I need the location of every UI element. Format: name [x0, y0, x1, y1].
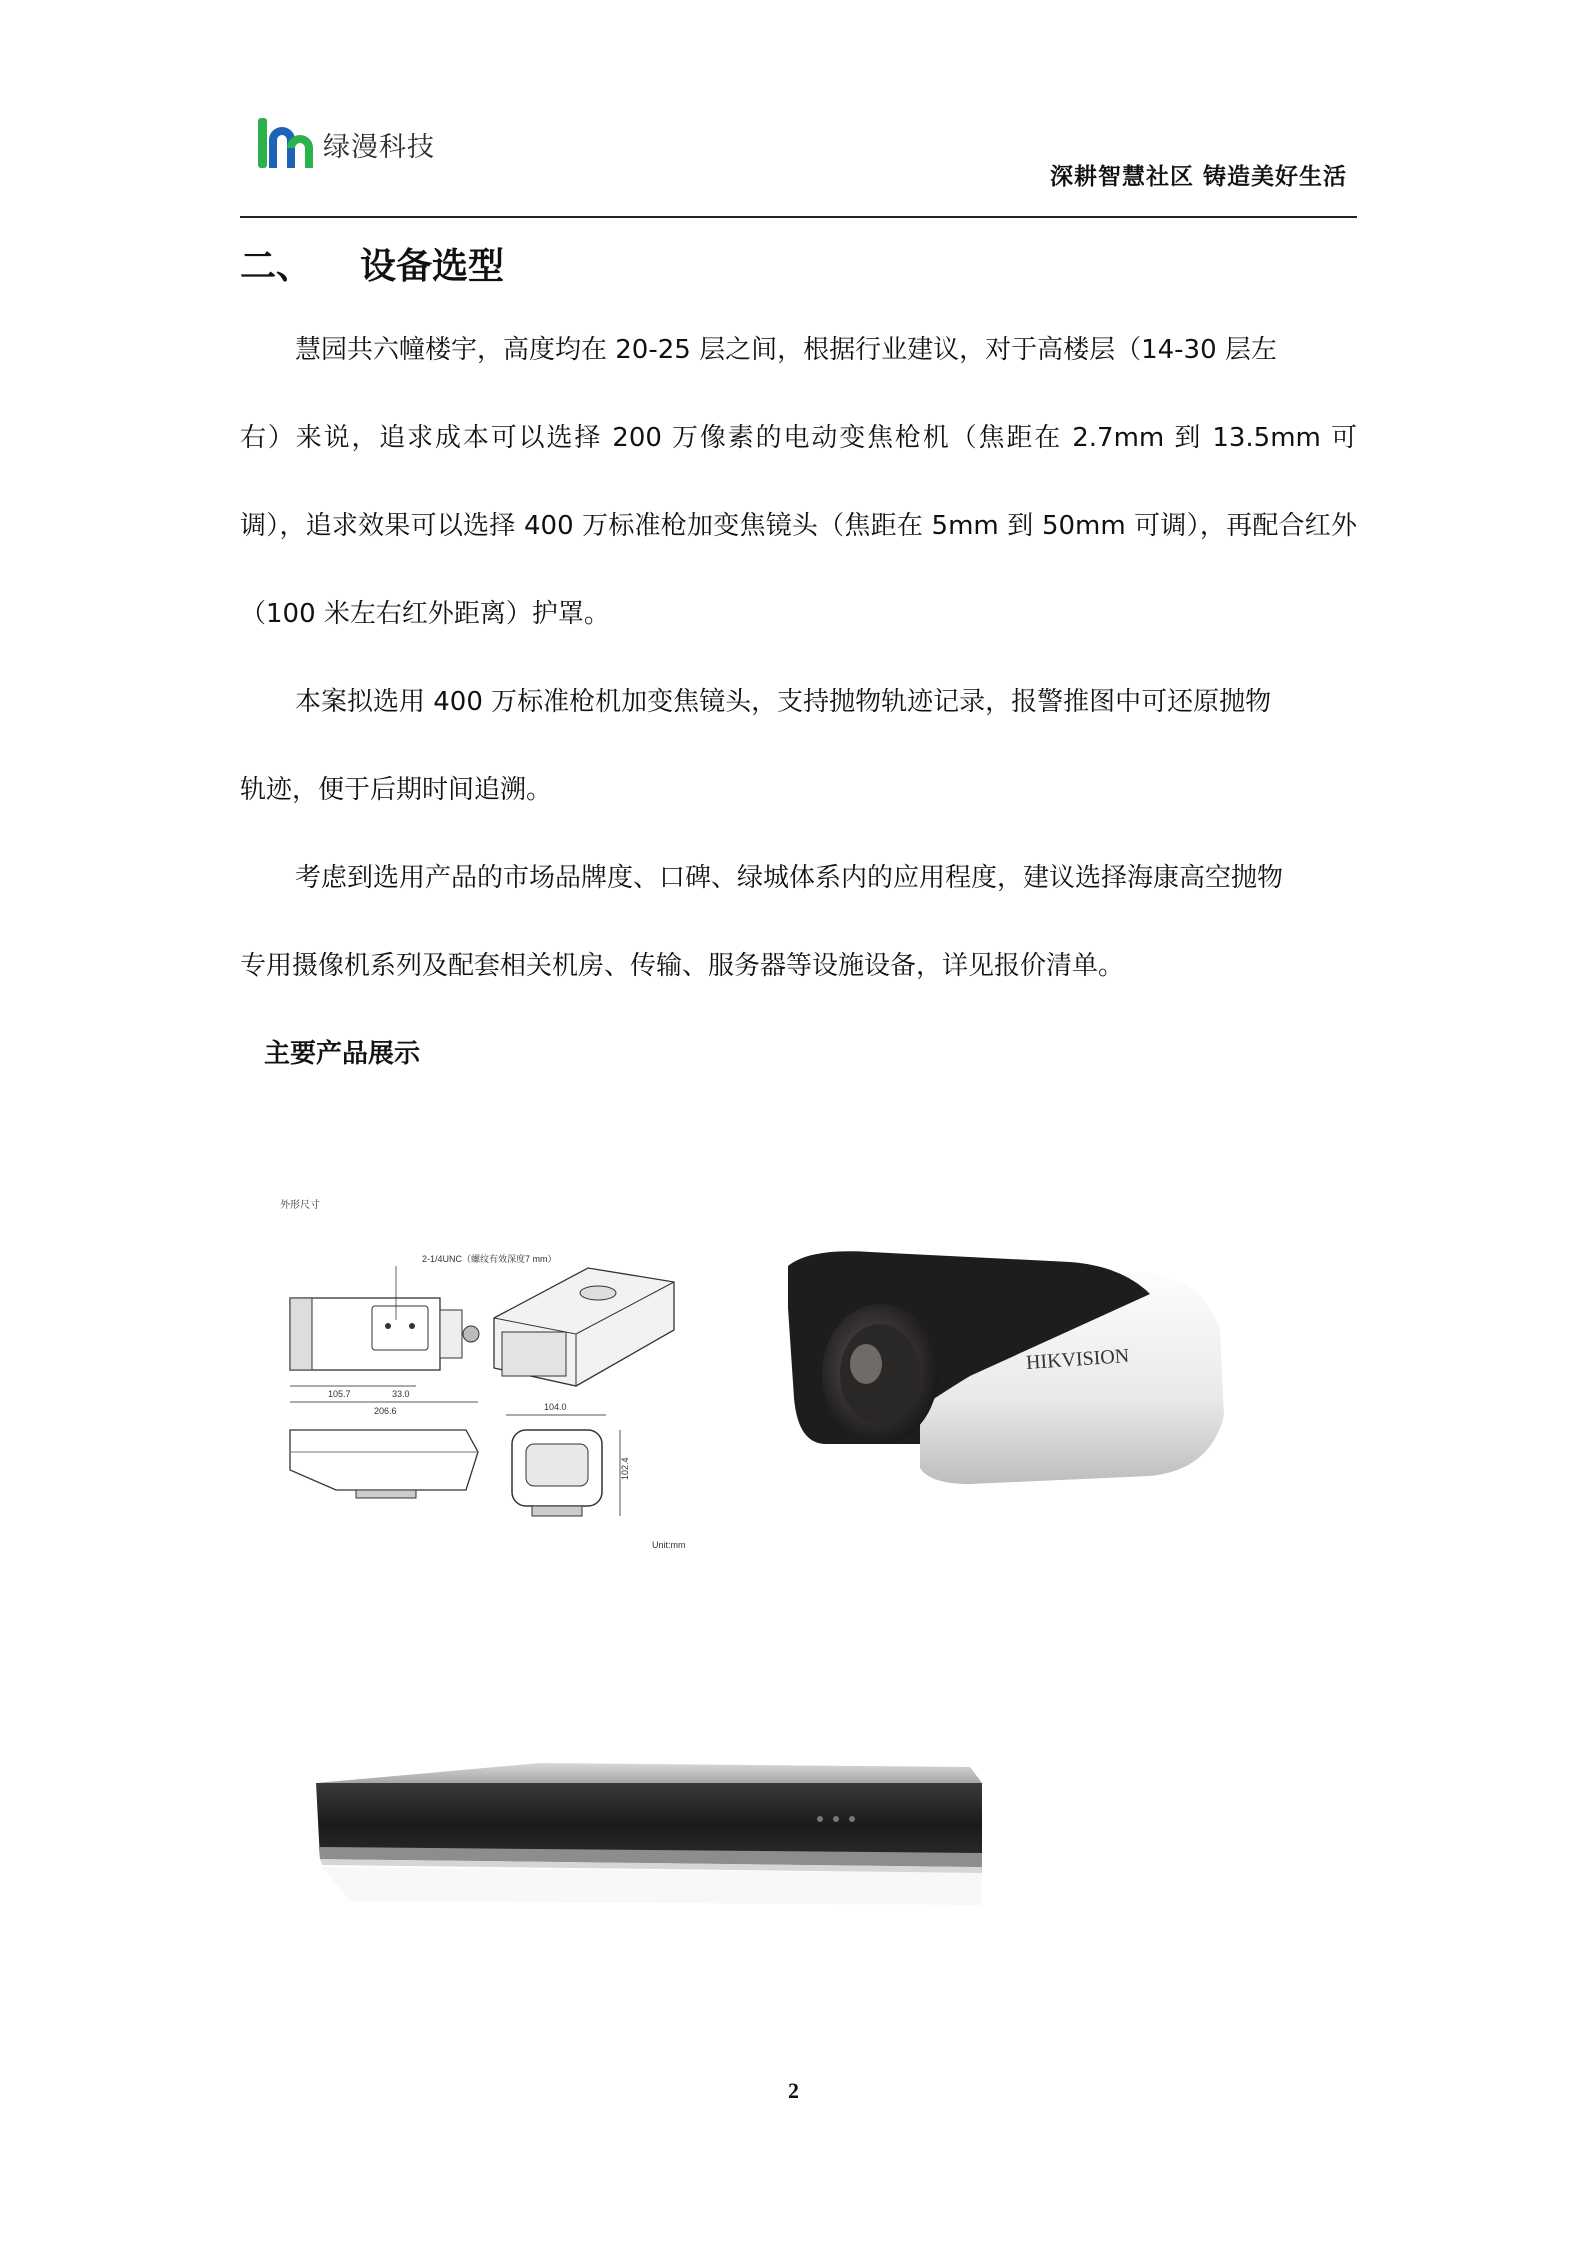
paragraph-1-body: 右）来说，追求成本可以选择 200 万像素的电动变焦枪机（焦距在 2.7mm 到 13.5mm 可调），追求效果可以选择 400 万标准枪加变焦镜头（焦距在 5mm 到 50mm 可调），再配合红外（100 米左右红外距离）护罩。 — [240, 423, 1357, 629]
logo-text: 绿漫科技 — [323, 131, 435, 163]
drawing-thread-note: 2-1/4UNC（螺纹有效深度7 mm） — [422, 1254, 557, 1264]
paragraph-2-body: 轨迹，便于后期时间追溯。 — [240, 775, 553, 805]
paragraph-1 — [240, 306, 1357, 658]
dim-total-length: 206.6 — [374, 1406, 397, 1416]
bullet-camera-image — [770, 1248, 1240, 1488]
header-divider — [240, 216, 1357, 218]
section-title: 设备选型 — [360, 246, 505, 287]
section-heading — [240, 238, 504, 289]
camera-brand-label: HIKVISION — [1025, 1344, 1130, 1375]
dim-length-a: 105.7 — [328, 1389, 351, 1399]
drawing-caption: 外形尺寸 — [280, 1200, 320, 1211]
camera-dimension-drawing — [276, 1190, 716, 1555]
paragraph-3 — [240, 834, 1357, 1010]
drawing-unit: Unit:mm — [652, 1540, 686, 1550]
paragraph-2-first-line: 本案拟选用 400 万标准枪机加变焦镜头，支持抛物轨迹记录，报警推图中可还原抛物 — [295, 687, 1272, 717]
products-heading: 主要产品展示 — [264, 1039, 421, 1069]
paragraph-3-body: 专用摄像机系列及配套相关机房、传输、服务器等设施设备，详见报价清单。 — [240, 951, 1125, 981]
nvr-recorder-image — [310, 1755, 990, 1915]
paragraph-2 — [240, 658, 1357, 834]
header-slogan: 深耕智慧社区 铸造美好生活 — [1049, 164, 1347, 190]
company-logo — [255, 118, 435, 170]
paragraph-1-first-line: 慧园共六幢楼宇，高度均在 20-25 层之间，根据行业建议，对于高楼层（14-30 层左 — [295, 335, 1277, 365]
paragraph-3-first-line: 考虑到选用产品的市场品牌度、口碑、绿城体系内的应用程度，建议选择海康高空抛物 — [295, 863, 1284, 893]
dim-width: 104.0 — [544, 1402, 567, 1412]
page-number: 2 — [788, 2078, 799, 2103]
dim-length-b: 33.0 — [392, 1389, 410, 1399]
dim-height: 102.4 — [620, 1457, 630, 1480]
logo-mark-icon — [255, 118, 315, 170]
section-number: 二、 — [240, 246, 313, 287]
